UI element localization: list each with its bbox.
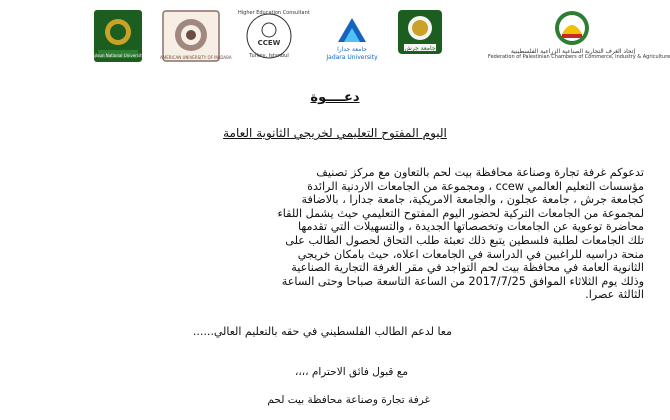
ajloun-caption: Ajloun National University: [92, 53, 144, 58]
federation-caption-ar: إتحاد الغرف التجارية الصناعية الزراعية الفلسطينية: [510, 48, 636, 55]
body-line: الثانوية العامة في محافظة بيت لحم التواجد في مقر الغرفة التجارية الصناعية: [291, 261, 644, 275]
body-line: الثالثة عصرا.: [585, 288, 644, 302]
regards-line: مع قبول فائق الاحترام ،،،،: [294, 366, 408, 378]
body-line: لمجموعة من الجامعات التركية لحضور اليوم المفتوح التعليمي حيث يشمل اللقاء: [277, 206, 644, 220]
body-line: تدعوكم غرفة تجارة وصناعة محافظة بيت لحم بالتعاون مع مركز تصنيف: [316, 166, 644, 179]
jerash-caption: جامعة جرش: [404, 45, 436, 52]
ccew-caption-bottom: Turkey, Istanbul: [249, 53, 289, 59]
invitation-body: [24, 166, 644, 302]
body-line: تلك الجامعات لطلبة فلسطين يتبع ذلك تعبئة طلب التحاق لحصول الطالب على: [285, 233, 644, 247]
body-line: منحة دراسيه للراغبين في الدراسة في الجامعات اعلاه، حيث بامكان خريجي: [297, 247, 644, 261]
closing-statement: معا لدعم الطالب الفلسطيني في حقه بالتعليم العالي......: [192, 325, 452, 338]
jadara-caption-en: Jadara University: [326, 54, 378, 61]
body-line: وذلك يوم الثلاثاء الموافق 2017/7/25 من الساعة التاسعة صباحا وحتى الساعة: [281, 274, 644, 288]
ccew-caption-mid: CCEW: [257, 39, 281, 47]
document-subtitle: اليوم المفتوح التعليمي لخريجي الثانوية العامة: [223, 126, 447, 140]
federation-caption-en: Federation of Palestinian Chambers of Commerce, Industry & Agriculture: [488, 54, 670, 60]
document-title: دعــــوة: [310, 90, 360, 105]
body-line: محاضرة توعوية عن الجامعات وتخصصاتها الجديدة ، والتسهيلات التي تقدمها: [297, 220, 644, 234]
signature-line: غرفة تجارة وصناعة محافظة بيت لحم: [267, 394, 430, 406]
ccew-caption-top: Higher Education Consultant: [238, 10, 310, 16]
jadara-caption-ar: جامعة جدارا: [337, 46, 367, 53]
body-line: مؤسسات التعليم العالمي ccew ، ومجموعة من الجامعات الاردنية الرائدة: [307, 179, 644, 193]
body-line: كجامعة جرش ، جامعة عجلون ، والجامعة الامريكية، جامعة جدارا ، بالاضافة: [301, 193, 644, 207]
american-university-caption: AMERICAN UNIVERSITY OF MADABA: [160, 55, 232, 60]
